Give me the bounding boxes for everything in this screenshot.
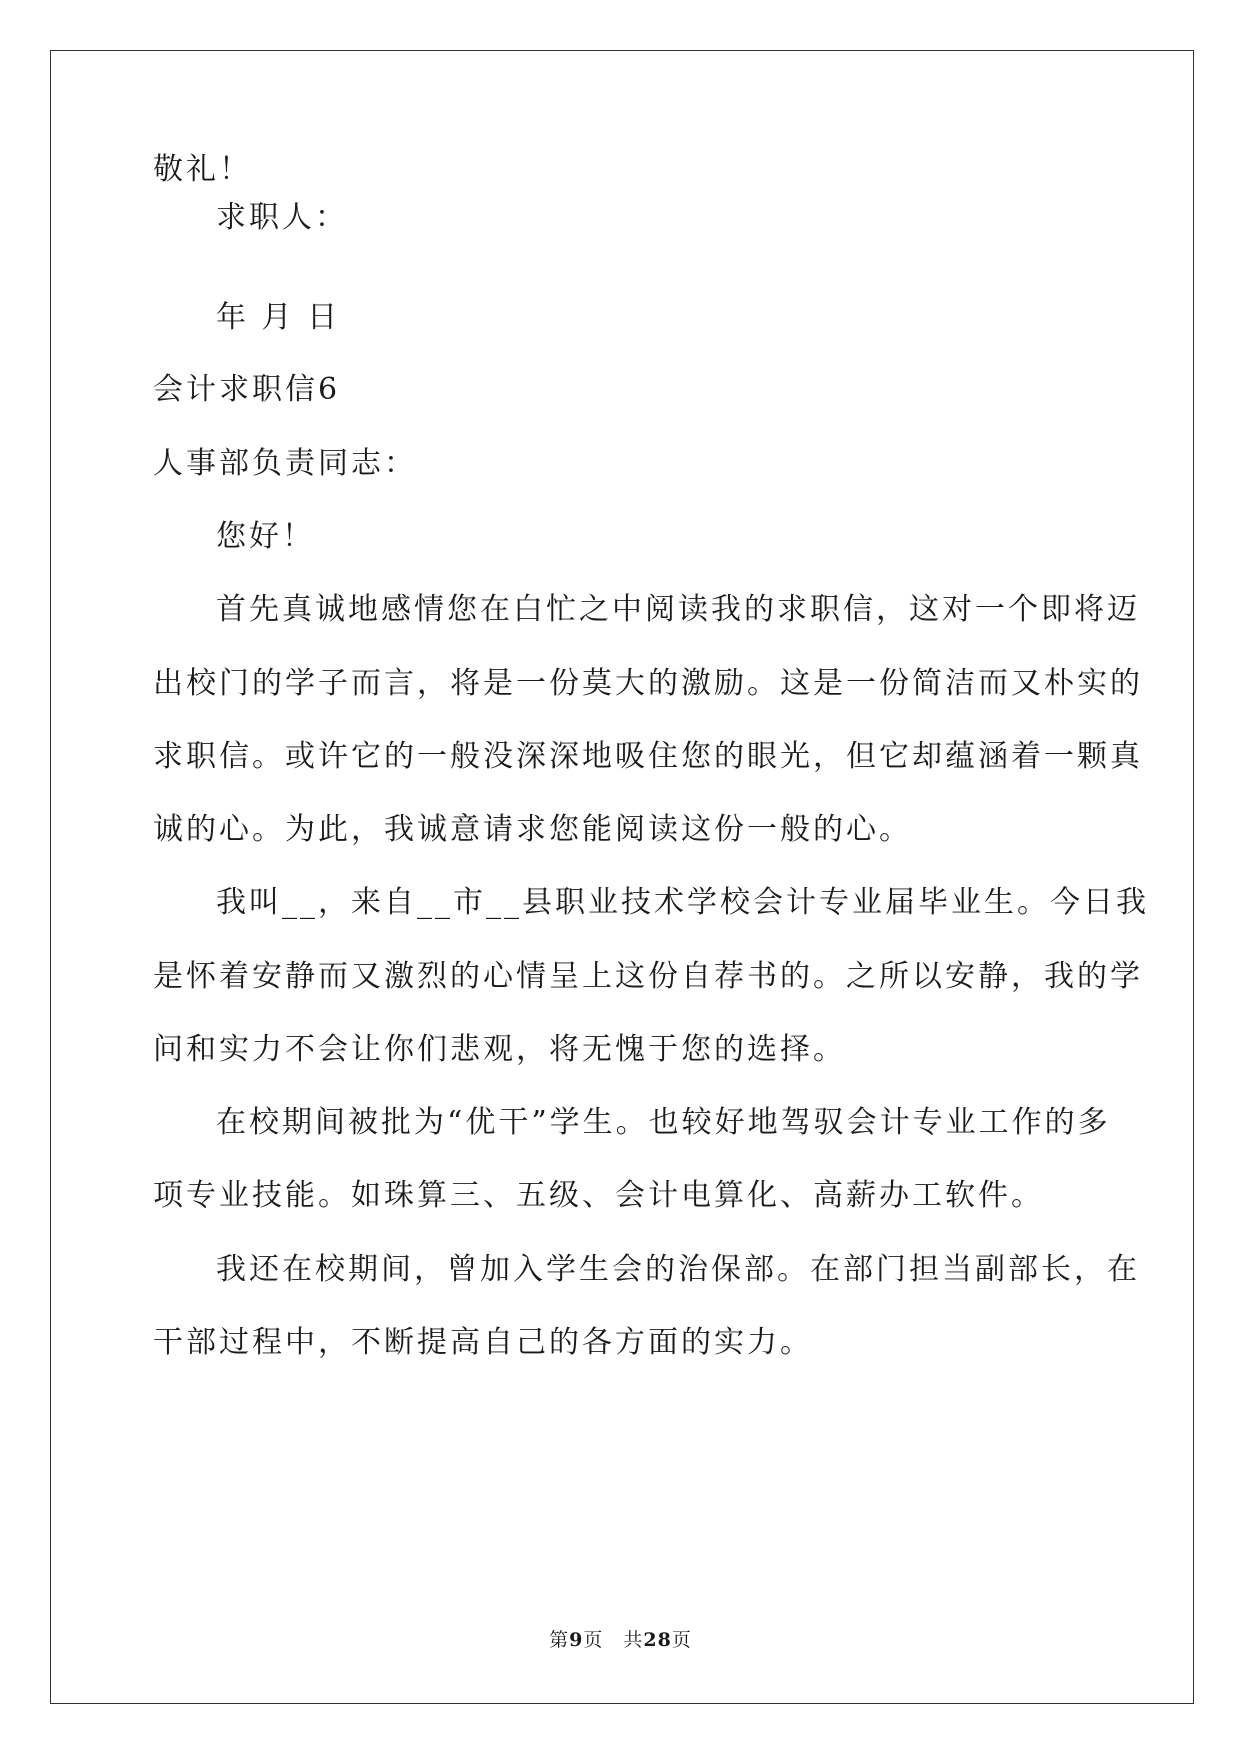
paragraph-1-line-1: 首先真诚地感情您在白忙之中阅读我的求职信，这对一个即将迈 xyxy=(216,592,1140,627)
paragraph-3-line-1: 在校期间被批为“优干”学生。也较好地驾驭会计专业工作的多 xyxy=(216,1105,1111,1140)
page-label-mid: 页 共 xyxy=(583,1629,644,1651)
signature-date: 年 月 日 xyxy=(216,300,341,335)
letter-recipient: 人事部负责同志： xyxy=(153,446,417,481)
letter-greeting: 您好！ xyxy=(216,519,315,554)
paragraph-4-line-2: 干部过程中，不断提高自己的各方面的实力。 xyxy=(153,1325,813,1360)
paragraph-3-line-2: 项专业技能。如珠算三、五级、会计电算化、高薪办工软件。 xyxy=(153,1178,1044,1213)
paragraph-2-line-1: 我叫__，来自__市__县职业技术学校会计专业届毕业生。今日我 xyxy=(216,885,1149,920)
closing-salutation: 敬礼！ xyxy=(153,152,252,187)
page-label-post: 页 xyxy=(671,1629,692,1651)
paragraph-1-line-2: 出校门的学子而言，将是一份莫大的激励。这是一份简洁而又朴实的 xyxy=(153,666,1143,701)
letter-title: 会计求职信6 xyxy=(153,372,341,407)
paragraph-2-line-2: 是怀着安静而又激烈的心情呈上这份自荐书的。之所以安静，我的学 xyxy=(153,959,1143,994)
page-current: 9 xyxy=(569,1629,584,1651)
paragraph-4-line-1: 我还在校期间，曾加入学生会的治保部。在部门担当副部长，在 xyxy=(216,1252,1140,1287)
paragraph-1-line-3: 求职信。或许它的一般没深深地吸住您的眼光，但它却蕴涵着一颗真 xyxy=(153,739,1143,774)
page-total: 28 xyxy=(643,1629,672,1651)
signature-applicant: 求职人： xyxy=(216,200,348,235)
page-number xyxy=(0,1628,1241,1652)
paragraph-1-line-4: 诚的心。为此，我诚意请求您能阅读这份一般的心。 xyxy=(153,812,912,847)
page-label-pre: 第 xyxy=(549,1629,570,1651)
paragraph-2-line-3: 问和实力不会让你们悲观，将无愧于您的选择。 xyxy=(153,1032,846,1067)
